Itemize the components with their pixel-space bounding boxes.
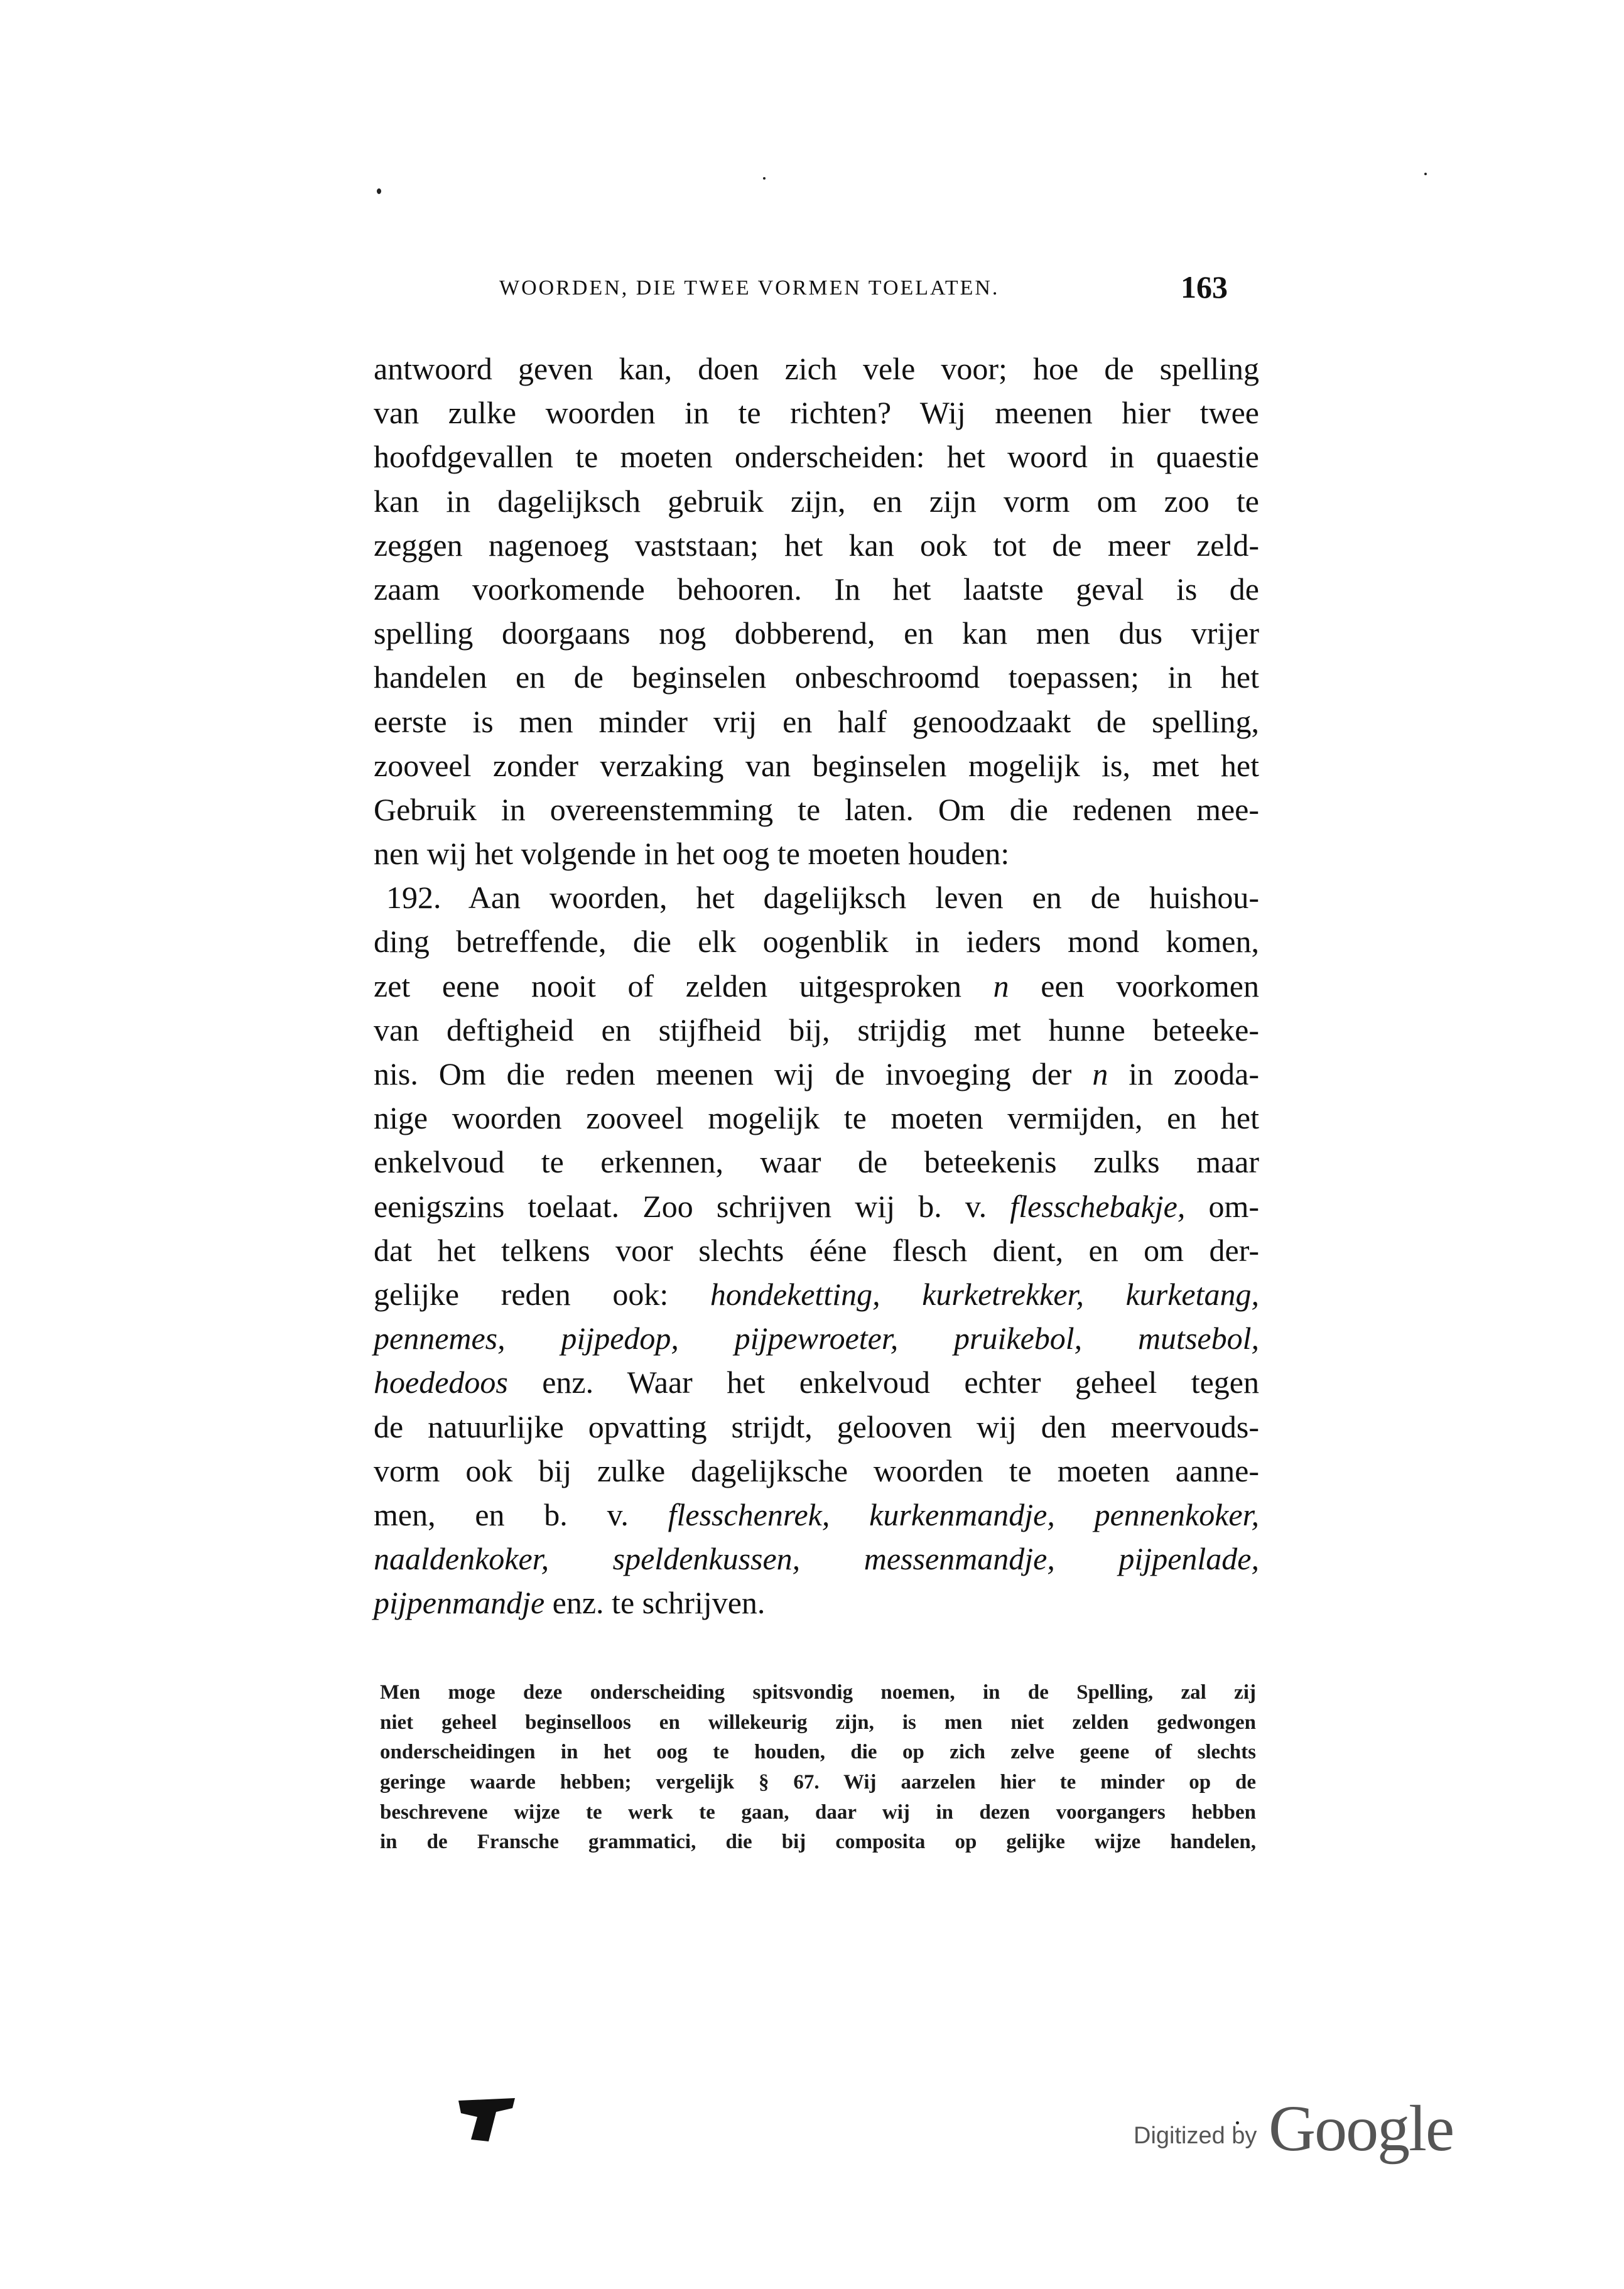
text-line: Gebruik in overeenstemming te laten. Om die redenen mee-: [374, 791, 1259, 827]
text-line: [374, 1184, 1259, 1228]
italic-line: naaldenkoker, speldenkussen, messenmandje, pijpenlade,: [374, 1541, 1259, 1577]
italic-word: hoededoos: [374, 1365, 508, 1400]
text-segment: om-: [1208, 1188, 1260, 1224]
text-line: kan in dagelijksch gebruik zijn, en zijn vorm om zoo te: [374, 483, 1259, 519]
text-line: [374, 1360, 1259, 1404]
text-segment: men, en b. v.: [374, 1496, 629, 1532]
italic-words: hondeketting, kurketrekker, kurketang,: [710, 1276, 1259, 1312]
speck-mark: [377, 188, 381, 194]
text-line: zeggen nagenoeg vaststaan; het kan ook tot de meer zeld-: [374, 527, 1259, 563]
text-segment: een voorkomen: [1041, 968, 1260, 1004]
text-segment: gelijke reden ook:: [374, 1276, 669, 1312]
text-segment: nis. Om die reden meenen wij de invoeging der: [374, 1056, 1072, 1091]
speck-mark: [763, 177, 766, 180]
text-line: nen wij het volgende in het oog te moeten houden:: [374, 836, 1010, 872]
text-line: de natuurlijke opvatting strijdt, gelooven wij den meervouds-: [374, 1409, 1259, 1444]
footnote: [380, 1678, 1256, 1858]
text-line: eerste is men minder vrij en half genoodzaakt de spelling,: [374, 703, 1259, 739]
text-line: van zulke woorden in te richten? Wij meenen hier twee: [374, 395, 1259, 431]
running-title: WOORDEN, DIE TWEE VORMEN TOELATEN.: [499, 276, 1000, 300]
italic-line: pennemes, pijpedop, pijpewroeter, pruikebol, mutsebol,: [374, 1321, 1259, 1356]
page-number: 163: [1181, 269, 1228, 305]
text-line: van deftigheid en stijfheid bij, strijdig met hunne beteeke-: [374, 1012, 1259, 1047]
text-line: hoofdgevallen te moeten onderscheiden: het woord in quaestie: [374, 439, 1259, 475]
italic-word: pijpenmandje: [374, 1585, 545, 1621]
text-segment: enz. te schrijven.: [552, 1585, 766, 1621]
footnote-line: geringe waarde hebben; vergelijk § 67. Wij aarzelen hier te minder op de: [380, 1771, 1256, 1794]
footnote-line: onderscheidingen in het oog te houden, die op zich zelve geene of slechts: [380, 1741, 1256, 1764]
text-line: nige woorden zooveel mogelijk te moeten vermijden, en het: [374, 1100, 1259, 1136]
google-logo: Google: [1269, 2092, 1454, 2165]
text-line: dat het telkens voor slechts ééne flesch dient, en om der-: [374, 1232, 1259, 1268]
text-line: enkelvoud te erkennen, waar de beteekenis zulks maar: [374, 1144, 1259, 1180]
italic-words: flesschenrek, kurkenmandje, pennenkoker,: [668, 1496, 1259, 1532]
text-segment: in zooda-: [1129, 1056, 1260, 1091]
main-text: [374, 347, 1259, 1625]
text-line: [374, 964, 1259, 1008]
footnote-line: in de Fransche grammatici, die bij composita op gelijke wijze handelen,: [380, 1831, 1256, 1854]
text-segment: enz. Waar het enkelvoud echter geheel tegen: [542, 1365, 1259, 1400]
section-192-start: 192. Aan woorden, het dagelijksch leven en de huishou-: [386, 880, 1259, 916]
text-line: [374, 1272, 1259, 1316]
footnote-line: beschrevene wijze te werk te gaan, daar wij in dezen voorgangers hebben: [380, 1800, 1256, 1824]
text-line: zaam voorkomende behooren. In het laatste geval is de: [374, 571, 1259, 607]
text-line: zooveel zonder verzaking van beginselen mogelijk is, met het: [374, 747, 1259, 783]
text-line: antwoord geven kan, doen zich vele voor; hoe de spelling: [374, 351, 1259, 386]
text-line: ding betreffende, die elk oogenblik in ieders mond komen,: [374, 924, 1259, 960]
text-segment: zet eene nooit of zelden uitgesproken: [374, 968, 962, 1004]
italic-letter: n: [993, 968, 1009, 1004]
speck-mark: [1424, 173, 1427, 175]
footnote-line: niet geheel beginselloos en willekeurig zijn, is men niet zelden gedwongen: [380, 1711, 1256, 1734]
text-segment: eenigszins toelaat. Zoo schrijven wij b. v.: [374, 1188, 987, 1224]
text-line: [374, 1581, 1259, 1625]
digitized-by-label: Digitized by: [1134, 2123, 1257, 2149]
italic-letter: n: [1092, 1056, 1108, 1091]
text-line: [374, 1493, 1259, 1537]
text-line: handelen en de beginselen onbeschroomd toepassen; in het: [374, 659, 1259, 695]
italic-word: flesschebakje,: [1010, 1188, 1186, 1224]
footnote-line: Men moge deze onderscheiding spitsvondig noemen, in de Spelling, zal zij: [380, 1681, 1256, 1704]
ink-blot-mark: [452, 2094, 521, 2145]
text-line: [374, 1052, 1259, 1096]
text-line: vorm ook bij zulke dagelijksche woorden te moeten aanne-: [374, 1453, 1259, 1488]
text-line: spelling doorgaans nog dobberend, en kan men dus vrijer: [374, 615, 1259, 651]
